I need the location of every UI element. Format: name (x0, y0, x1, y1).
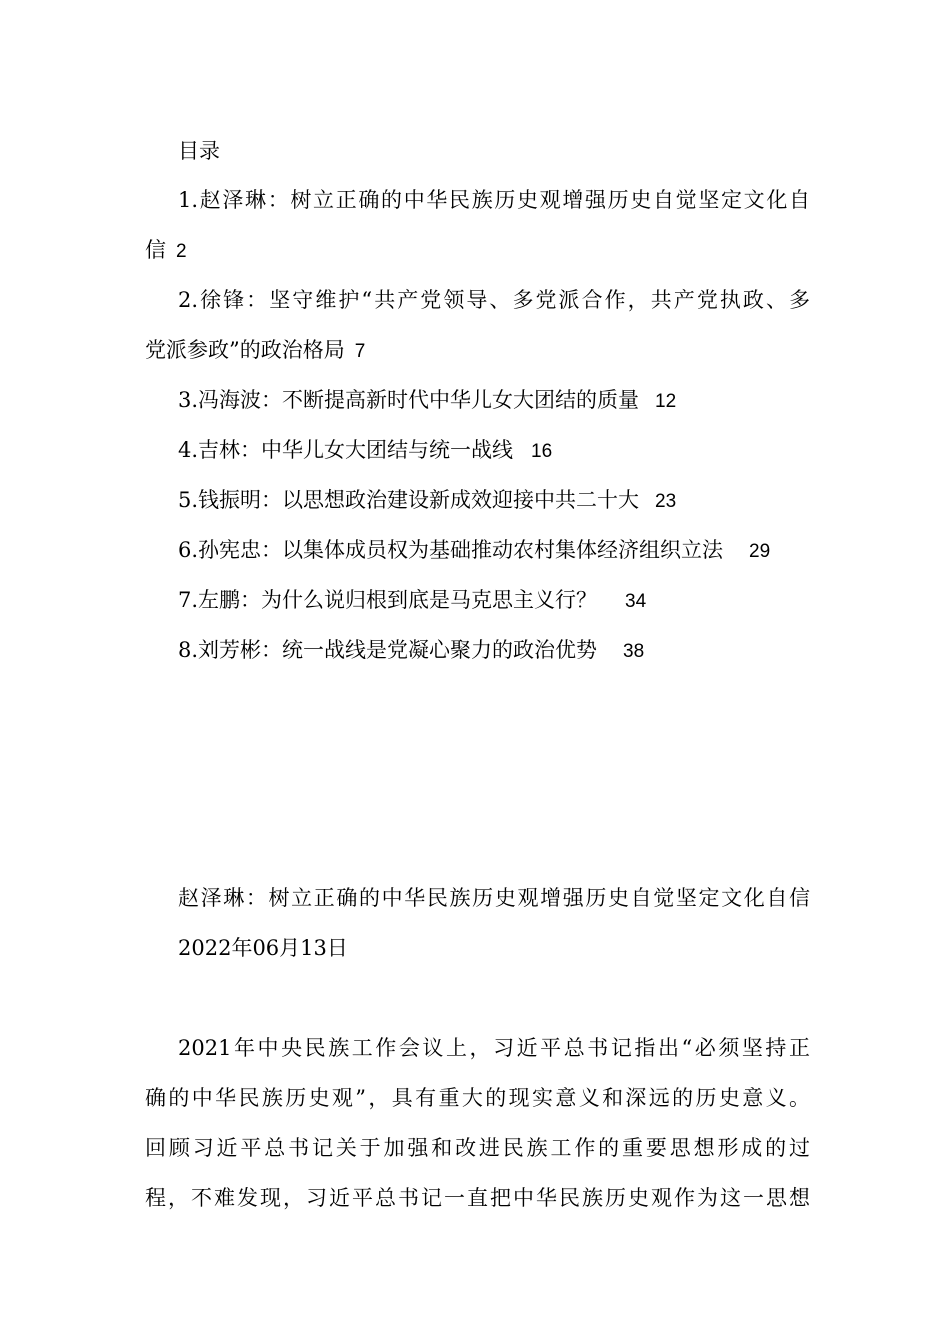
article-body-line: 2021年中央民族工作会议上，习近平总书记指出“必须坚持正 (178, 1036, 810, 1060)
toc-page-number: 16 (531, 441, 553, 462)
toc-entry-title: 刘芳彬：统一战线是党凝心聚力的政治优势 (198, 638, 598, 662)
toc-heading: 目录 (178, 139, 220, 163)
toc-entry-7[interactable] (178, 586, 810, 616)
toc-entry-num: 5. (178, 488, 199, 512)
toc-entry-2-line2[interactable] (145, 336, 810, 366)
toc-entry-1-line2[interactable] (145, 236, 810, 266)
toc-page-number: 38 (623, 641, 645, 662)
toc-entry-num: 8. (178, 638, 199, 662)
toc-entry-title: 左鹏：为什么说归根到底是马克思主义行？ (198, 588, 598, 612)
toc-entry-title: 冯海波：不断提高新时代中华儿女大团结的质量 (198, 388, 640, 412)
toc-entry-6[interactable] (178, 536, 810, 566)
toc-entry-4[interactable] (178, 436, 810, 466)
toc-page-number: 12 (655, 391, 677, 412)
article-body-line: 回顾习近平总书记关于加强和改进民族工作的重要思想形成的过 (145, 1136, 810, 1160)
toc-entry-title: 赵泽琳：树立正确的中华民族历史观增强历史自觉坚定文化自 (198, 188, 810, 212)
toc-page-number: 7 (354, 341, 366, 362)
article-body-line: 确的中华民族历史观”，具有重大的现实意义和深远的历史意义。 (145, 1086, 810, 1110)
toc-entry-num: 6. (178, 538, 199, 562)
toc-entry-5[interactable] (178, 486, 810, 516)
toc-entry-2-line1[interactable] (178, 286, 810, 314)
article-title: 赵泽琳：树立正确的中华民族历史观增强历史自觉坚定文化自信 (178, 886, 810, 910)
toc-entry-title-cont: 党派参政”的政治格局 (145, 338, 345, 362)
toc-entry-8[interactable] (178, 636, 810, 666)
toc-entry-title: 徐锋：坚守维护“共产党领导、多党派合作，共产党执政、多 (198, 288, 810, 312)
toc-entry-num: 2. (178, 288, 199, 312)
toc-page-number: 23 (655, 491, 677, 512)
toc-entry-3[interactable] (178, 386, 810, 416)
toc-entry-title: 孙宪忠：以集体成员权为基础推动农村集体经济组织立法 (198, 538, 724, 562)
toc-page-number: 2 (176, 241, 187, 262)
toc-entry-num: 4. (178, 438, 199, 462)
article-date: 2022年06月13日 (178, 936, 348, 960)
toc-page-number: 29 (749, 541, 771, 562)
toc-entry-num: 7. (178, 588, 199, 612)
article-body-line: 程，不难发现，习近平总书记一直把中华民族历史观作为这一思想 (145, 1186, 810, 1210)
toc-entry-1-line1[interactable] (178, 186, 810, 214)
toc-entry-num: 3. (178, 388, 199, 412)
toc-entry-title: 钱振明：以思想政治建设新成效迎接中共二十大 (198, 488, 640, 512)
toc-entry-title-cont: 信 (145, 238, 166, 262)
toc-page-number: 34 (625, 591, 647, 612)
toc-entry-num: 1. (178, 188, 199, 212)
toc-entry-title: 吉林：中华儿女大团结与统一战线 (198, 438, 514, 462)
